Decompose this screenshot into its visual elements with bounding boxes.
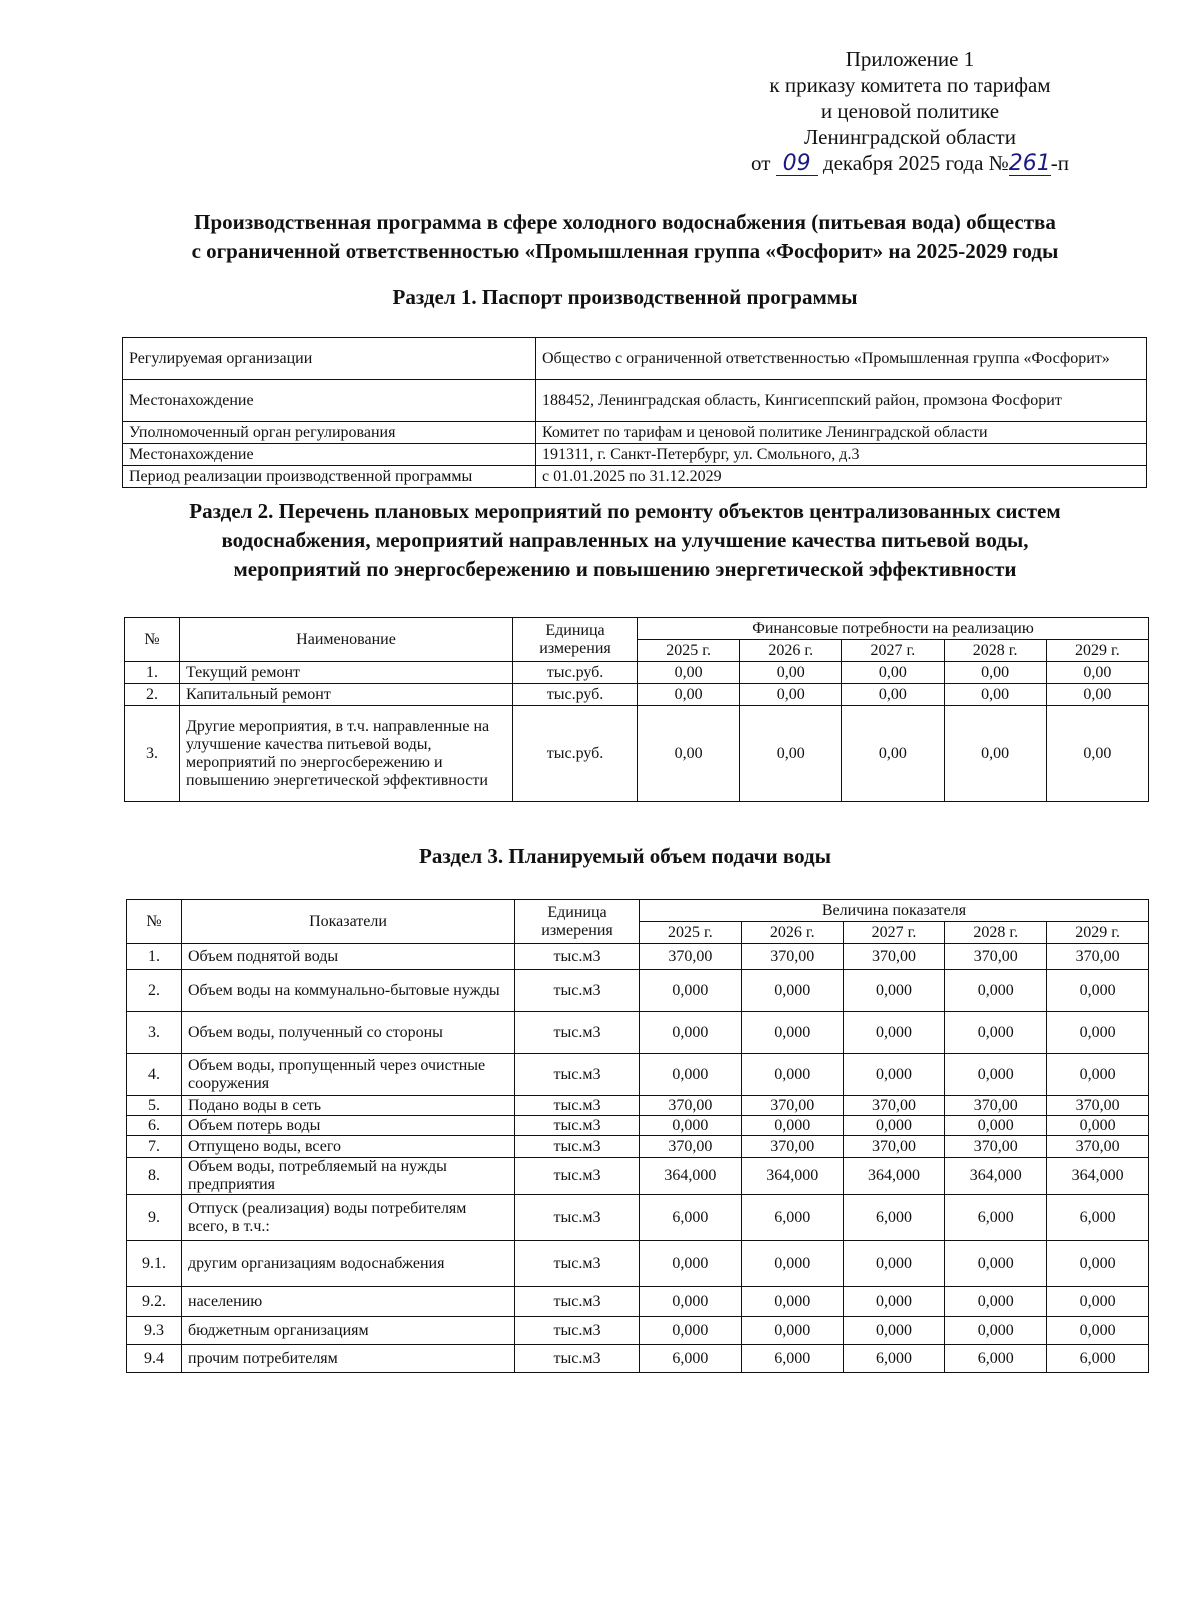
row-value: 370,00 [1047, 1096, 1149, 1116]
row-value: 370,00 [640, 1096, 742, 1116]
table-row [127, 1116, 1149, 1136]
row-value: 6,000 [1047, 1345, 1149, 1373]
row-value: 0,000 [741, 1317, 843, 1345]
row-value: 6,000 [843, 1195, 945, 1241]
passport-row [123, 422, 1147, 444]
year-header: 2029 г. [1047, 922, 1149, 944]
table-row [127, 1096, 1149, 1116]
row-name: Объем воды на коммунально-бытовые нужды [182, 970, 515, 1012]
row-value: 0,00 [740, 684, 842, 706]
table-row [127, 970, 1149, 1012]
row-value: 370,00 [843, 944, 945, 970]
passport-value: 188452, Ленинградская область, Кингисеппский район, промзона Фосфорит [536, 380, 1147, 422]
table-row [127, 1054, 1149, 1096]
row-value: 0,000 [1047, 1287, 1149, 1317]
section-2-title-line-2: водоснабжения, мероприятий направленных на улучшение качества питьевой воды, [221, 528, 1029, 552]
row-value: 0,000 [1047, 970, 1149, 1012]
row-value: 370,00 [640, 944, 742, 970]
year-header: 2027 г. [842, 640, 944, 662]
table-row [127, 944, 1149, 970]
row-name: Отпуск (реализация) воды потребителям всего, в т.ч.: [182, 1195, 515, 1241]
appendix-line-4: Ленинградской области [804, 125, 1016, 149]
date-prefix: от [751, 151, 771, 175]
row-value: 370,00 [843, 1136, 945, 1158]
row-value: 6,000 [640, 1345, 742, 1373]
row-unit: тыс.м3 [515, 1317, 640, 1345]
row-value: 0,000 [741, 1012, 843, 1054]
row-value: 364,000 [640, 1158, 742, 1195]
passport-row [123, 444, 1147, 466]
row-name: Текущий ремонт [180, 662, 513, 684]
row-name: Отпущено воды, всего [182, 1136, 515, 1158]
table-row [125, 662, 1149, 684]
row-value: 370,00 [945, 944, 1047, 970]
row-value: 0,000 [945, 1317, 1047, 1345]
row-name: Другие мероприятия, в т.ч. направленные на улучшение качества питьевой воды, мероприятий по энергосбережению и повышению энергетической эффективности [180, 706, 513, 802]
year-header: 2027 г. [843, 922, 945, 944]
activities-body [125, 662, 1149, 802]
row-value: 0,000 [843, 1054, 945, 1096]
row-value: 0,00 [944, 684, 1046, 706]
row-unit: тыс.м3 [515, 1012, 640, 1054]
row-value: 0,000 [945, 1287, 1047, 1317]
passport-key: Местонахождение [123, 380, 536, 422]
passport-row [123, 380, 1147, 422]
row-value: 370,00 [945, 1096, 1047, 1116]
document-title [100, 208, 1150, 266]
row-value: 0,00 [842, 706, 944, 802]
section-3-title: Раздел 3. Планируемый объем подачи воды [419, 844, 831, 868]
row-name: Объем воды, потребляемый на нужды предприятия [182, 1158, 515, 1195]
row-value: 0,00 [842, 662, 944, 684]
table-row [125, 684, 1149, 706]
row-unit: тыс.м3 [515, 1287, 640, 1317]
row-value: 0,00 [638, 706, 740, 802]
row-value: 0,00 [638, 662, 740, 684]
passport-value: Общество с ограниченной ответственностью «Промышленная группа «Фосфорит» [536, 338, 1147, 380]
row-value: 0,000 [640, 1287, 742, 1317]
row-value: 6,000 [741, 1195, 843, 1241]
passport-key: Уполномоченный орган регулирования [123, 422, 536, 444]
row-value: 370,00 [843, 1096, 945, 1116]
row-unit: тыс.м3 [515, 1195, 640, 1241]
date-middle: декабря 2025 года № [822, 151, 1009, 175]
row-value: 370,00 [1047, 944, 1149, 970]
row-unit: тыс.м3 [515, 1241, 640, 1287]
row-number: 4. [127, 1054, 182, 1096]
col-head-group: Величина показателя [640, 900, 1149, 922]
row-value: 0,00 [842, 684, 944, 706]
section-2-title-line-1: Раздел 2. Перечень плановых мероприятий по ремонту объектов централизованных систем [189, 499, 1061, 523]
row-unit: тыс.м3 [515, 970, 640, 1012]
row-number: 1. [125, 662, 180, 684]
row-value: 0,000 [741, 1054, 843, 1096]
row-name: Объем воды, полученный со стороны [182, 1012, 515, 1054]
row-value: 0,000 [843, 1287, 945, 1317]
row-value: 6,000 [945, 1345, 1047, 1373]
row-value: 0,000 [945, 970, 1047, 1012]
row-value: 0,00 [944, 662, 1046, 684]
row-unit: тыс.м3 [515, 1136, 640, 1158]
table-row [127, 1012, 1149, 1054]
year-header: 2029 г. [1046, 640, 1148, 662]
col-head-unit: Единица измерения [515, 900, 640, 944]
row-number: 9.4 [127, 1345, 182, 1373]
row-value: 0,000 [945, 1012, 1047, 1054]
row-value: 0,000 [1047, 1054, 1149, 1096]
title-line-1: Производственная программа в сфере холодного водоснабжения (питьевая вода) общества [194, 210, 1056, 234]
row-name: населению [182, 1287, 515, 1317]
row-number: 1. [127, 944, 182, 970]
passport-value: Комитет по тарифам и ценовой политике Ленинградской области [536, 422, 1147, 444]
year-header: 2028 г. [945, 922, 1047, 944]
year-header: 2026 г. [740, 640, 842, 662]
row-value: 0,000 [843, 1116, 945, 1136]
row-value: 0,000 [1047, 1317, 1149, 1345]
passport-body [123, 338, 1147, 488]
row-value: 370,00 [741, 1136, 843, 1158]
row-value: 0,00 [638, 684, 740, 706]
appendix-line-2: к приказу комитета по тарифам [769, 73, 1051, 97]
row-unit: тыс.м3 [515, 1096, 640, 1116]
row-value: 0,000 [843, 970, 945, 1012]
water-supply-body [127, 944, 1149, 1373]
row-value: 0,00 [740, 706, 842, 802]
col-head-name: Показатели [182, 900, 515, 944]
row-value: 0,00 [1046, 684, 1148, 706]
row-value: 0,00 [740, 662, 842, 684]
section-1-title: Раздел 1. Паспорт производственной программы [392, 285, 858, 309]
passport-key: Регулируемая организации [123, 338, 536, 380]
section-2-title [100, 497, 1150, 584]
row-value: 370,00 [741, 1096, 843, 1116]
row-unit: тыс.м3 [515, 1345, 640, 1373]
row-value: 370,00 [741, 944, 843, 970]
row-value: 0,000 [843, 1012, 945, 1054]
row-value: 0,000 [843, 1241, 945, 1287]
col-head-unit: Единица измерения [513, 618, 638, 662]
row-name: прочим потребителям [182, 1345, 515, 1373]
row-value: 364,000 [945, 1158, 1047, 1195]
row-value: 0,000 [945, 1116, 1047, 1136]
table-row [127, 1136, 1149, 1158]
passport-row [123, 466, 1147, 488]
row-number: 2. [127, 970, 182, 1012]
row-unit: тыс.м3 [515, 1158, 640, 1195]
table-row [127, 1317, 1149, 1345]
table-row [127, 1241, 1149, 1287]
row-value: 6,000 [945, 1195, 1047, 1241]
row-value: 0,000 [640, 970, 742, 1012]
row-number: 7. [127, 1136, 182, 1158]
year-header: 2028 г. [944, 640, 1046, 662]
row-value: 0,000 [741, 1116, 843, 1136]
row-number: 3. [125, 706, 180, 802]
number-suffix: -п [1050, 151, 1069, 175]
year-header: 2026 г. [741, 922, 843, 944]
activities-table [124, 617, 1149, 802]
appendix-line-1: Приложение 1 [845, 47, 975, 71]
row-value: 0,000 [640, 1317, 742, 1345]
handwritten-day: 09 [776, 153, 818, 176]
table-row [127, 1158, 1149, 1195]
row-value: 370,00 [640, 1136, 742, 1158]
row-number: 8. [127, 1158, 182, 1195]
row-unit: тыс.руб. [513, 684, 638, 706]
passport-value: с 01.01.2025 по 31.12.2029 [536, 466, 1147, 488]
row-value: 6,000 [640, 1195, 742, 1241]
row-value: 364,000 [1047, 1158, 1149, 1195]
appendix-header [720, 46, 1100, 176]
row-number: 3. [127, 1012, 182, 1054]
row-value: 6,000 [741, 1345, 843, 1373]
appendix-date-line [720, 150, 1100, 176]
passport-key: Местонахождение [123, 444, 536, 466]
row-unit: тыс.м3 [515, 944, 640, 970]
row-value: 0,00 [1046, 706, 1148, 802]
col-head-name: Наименование [180, 618, 513, 662]
section-2-title-line-3: мероприятий по энергосбережению и повышению энергетической эффективности [233, 557, 1017, 581]
row-unit: тыс.м3 [515, 1054, 640, 1096]
row-name: Объем воды, пропущенный через очистные сооружения [182, 1054, 515, 1096]
table-row [127, 1195, 1149, 1241]
row-value: 0,000 [1047, 1116, 1149, 1136]
row-value: 0,000 [843, 1317, 945, 1345]
row-number: 6. [127, 1116, 182, 1136]
row-value: 0,000 [945, 1054, 1047, 1096]
row-value: 0,000 [1047, 1241, 1149, 1287]
row-number: 2. [125, 684, 180, 706]
col-head-group: Финансовые потребности на реализацию [638, 618, 1149, 640]
table-row [127, 1345, 1149, 1373]
row-value: 0,000 [640, 1012, 742, 1054]
row-value: 0,000 [945, 1241, 1047, 1287]
row-value: 0,000 [640, 1054, 742, 1096]
row-name: Капитальный ремонт [180, 684, 513, 706]
handwritten-number: 261 [1008, 151, 1051, 176]
row-unit: тыс.руб. [513, 662, 638, 684]
row-value: 0,000 [640, 1241, 742, 1287]
passport-key: Период реализации производственной программы [123, 466, 536, 488]
row-name: Подано воды в сеть [182, 1096, 515, 1116]
row-number: 9. [127, 1195, 182, 1241]
row-value: 0,000 [1047, 1012, 1149, 1054]
table-row [127, 1287, 1149, 1317]
col-head-no: № [127, 900, 182, 944]
row-value: 364,000 [843, 1158, 945, 1195]
passport-row [123, 338, 1147, 380]
row-value: 0,000 [640, 1116, 742, 1136]
col-head-no: № [125, 618, 180, 662]
year-header: 2025 г. [640, 922, 742, 944]
row-value: 0,000 [741, 970, 843, 1012]
row-number: 5. [127, 1096, 182, 1116]
row-value: 0,000 [741, 1241, 843, 1287]
row-value: 370,00 [1047, 1136, 1149, 1158]
row-value: 0,000 [741, 1287, 843, 1317]
row-value: 370,00 [945, 1136, 1047, 1158]
row-number: 9.3 [127, 1317, 182, 1345]
passport-table [122, 337, 1147, 488]
row-value: 6,000 [1047, 1195, 1149, 1241]
row-name: другим организациям водоснабжения [182, 1241, 515, 1287]
title-line-2: с ограниченной ответственностью «Промышленная группа «Фосфорит» на 2025-2029 годы [191, 239, 1059, 263]
row-name: бюджетным организациям [182, 1317, 515, 1345]
row-unit: тыс.руб. [513, 706, 638, 802]
table-row [125, 706, 1149, 802]
water-supply-table [126, 899, 1149, 1373]
row-value: 6,000 [843, 1345, 945, 1373]
appendix-line-3: и ценовой политике [820, 99, 1000, 123]
year-header: 2025 г. [638, 640, 740, 662]
row-number: 9.2. [127, 1287, 182, 1317]
row-name: Объем потерь воды [182, 1116, 515, 1136]
passport-value: 191311, г. Санкт-Петербург, ул. Смольного, д.3 [536, 444, 1147, 466]
row-value: 0,00 [944, 706, 1046, 802]
row-name: Объем поднятой воды [182, 944, 515, 970]
row-value: 364,000 [741, 1158, 843, 1195]
row-number: 9.1. [127, 1241, 182, 1287]
row-value: 0,00 [1046, 662, 1148, 684]
row-unit: тыс.м3 [515, 1116, 640, 1136]
